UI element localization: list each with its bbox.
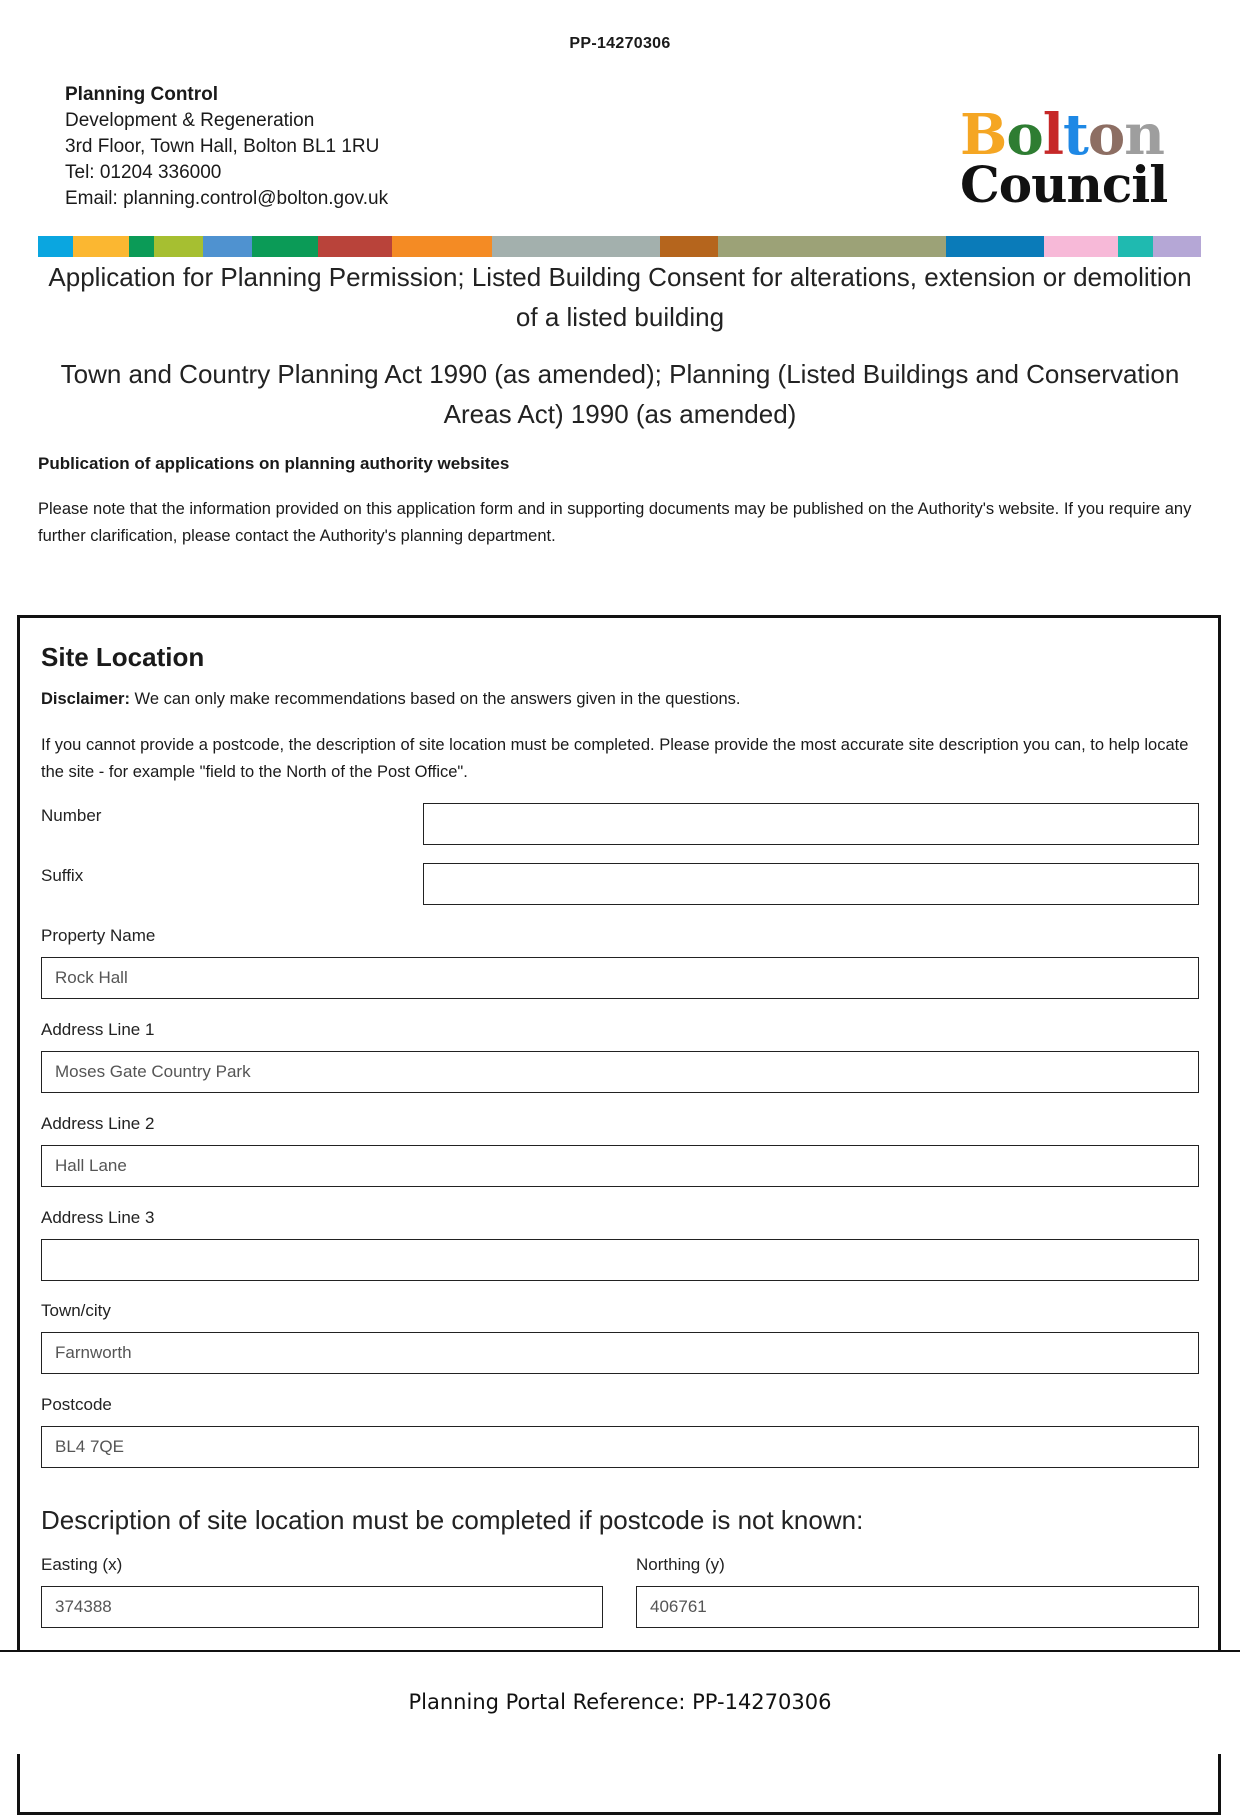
suffix-label: Suffix	[41, 866, 84, 885]
publication-text: Please note that the information provided on this application form and in supporting documents may be published on the Authority's website. If you require any further clarification, please contact the Authority's planning department.	[38, 500, 1192, 545]
easting-field[interactable]: 374388	[41, 1586, 603, 1628]
address-line-1-field[interactable]: Moses Gate Country Park	[41, 1051, 1199, 1093]
stripe-segment	[38, 236, 73, 257]
org-email: Email: planning.control@bolton.gov.uk	[65, 188, 389, 209]
stripe-segment	[718, 236, 946, 257]
org-name: Planning Control	[65, 84, 219, 105]
number-label: Number	[41, 806, 102, 825]
stripe-segment	[129, 236, 154, 257]
publication-heading: Publication of applications on planning authority websites	[38, 454, 510, 473]
address-line-1-label: Address Line 1	[41, 1020, 155, 1039]
disclaimer	[41, 690, 741, 709]
address-line-2-label: Address Line 2	[41, 1114, 155, 1133]
stripe-segment	[946, 236, 1044, 257]
address-line-2-field[interactable]: Hall Lane	[41, 1145, 1199, 1187]
site-location-panel	[17, 615, 1221, 1815]
stripe-segment	[154, 236, 203, 257]
footer-reference: Planning Portal Reference: PP-14270306	[408, 1690, 832, 1714]
application-title: Application for Planning Permission; Listed Building Consent for alterations, extension or demolition of a listed building	[48, 262, 1192, 332]
town-city-label: Town/city	[41, 1301, 111, 1320]
northing-label: Northing (y)	[636, 1555, 725, 1574]
logo-letter: t	[1062, 102, 1088, 168]
number-field[interactable]	[423, 803, 1199, 845]
logo-council-word: Council	[960, 155, 1168, 214]
easting-label: Easting (x)	[41, 1555, 123, 1574]
colour-stripe	[38, 236, 1201, 257]
stripe-segment	[73, 236, 129, 257]
stripe-segment	[1044, 236, 1118, 257]
property-name-label: Property Name	[41, 926, 156, 945]
logo-letter: o	[1087, 102, 1125, 168]
logo-letter: n	[1124, 102, 1164, 168]
stripe-segment	[1153, 236, 1201, 257]
postcode-note: If you cannot provide a postcode, the description of site location must be completed. Please provide the most accurate site description you can, to help locate the site - for example "field to the North of the Post Office".	[41, 736, 1189, 781]
suffix-field[interactable]	[423, 863, 1199, 905]
disclaimer-text: We can only make recommendations based on the answers given in the questions.	[129, 690, 741, 708]
section-heading: Site Location	[41, 642, 205, 672]
stripe-segment	[203, 236, 252, 257]
legislation-title: Town and Country Planning Act 1990 (as amended); Planning (Listed Buildings and Conservation Areas Act) 1990 (as amended)	[60, 359, 1180, 429]
address-line-3-label: Address Line 3	[41, 1208, 155, 1227]
logo-bolton-word	[960, 102, 1180, 168]
stripe-segment	[492, 236, 660, 257]
stripe-segment	[392, 236, 492, 257]
northing-field[interactable]: 406761	[636, 1586, 1199, 1628]
reference-number: PP-14270306	[569, 35, 671, 52]
org-telephone: Tel: 01204 336000	[65, 162, 222, 183]
footer-divider	[0, 1650, 1240, 1652]
postcode-label: Postcode	[41, 1395, 112, 1414]
town-city-field[interactable]: Farnworth	[41, 1332, 1199, 1374]
bolton-council-logo	[960, 102, 1180, 214]
address-line-3-field[interactable]	[41, 1239, 1199, 1281]
logo-letter: l	[1042, 102, 1063, 168]
org-department: Development & Regeneration	[65, 110, 315, 131]
postcode-field[interactable]: BL4 7QE	[41, 1426, 1199, 1468]
stripe-segment	[252, 236, 318, 257]
logo-letter: o	[1006, 102, 1043, 168]
org-address: 3rd Floor, Town Hall, Bolton BL1 1RU	[65, 136, 380, 157]
organisation-block	[65, 82, 388, 212]
disclaimer-label: Disclaimer:	[41, 690, 130, 708]
stripe-segment	[660, 236, 718, 257]
stripe-segment	[318, 236, 392, 257]
property-name-field[interactable]: Rock Hall	[41, 957, 1199, 999]
stripe-segment	[1118, 236, 1153, 257]
site-description-heading: Description of site location must be completed if postcode is not known:	[41, 1505, 864, 1535]
logo-letter: B	[960, 102, 1007, 168]
